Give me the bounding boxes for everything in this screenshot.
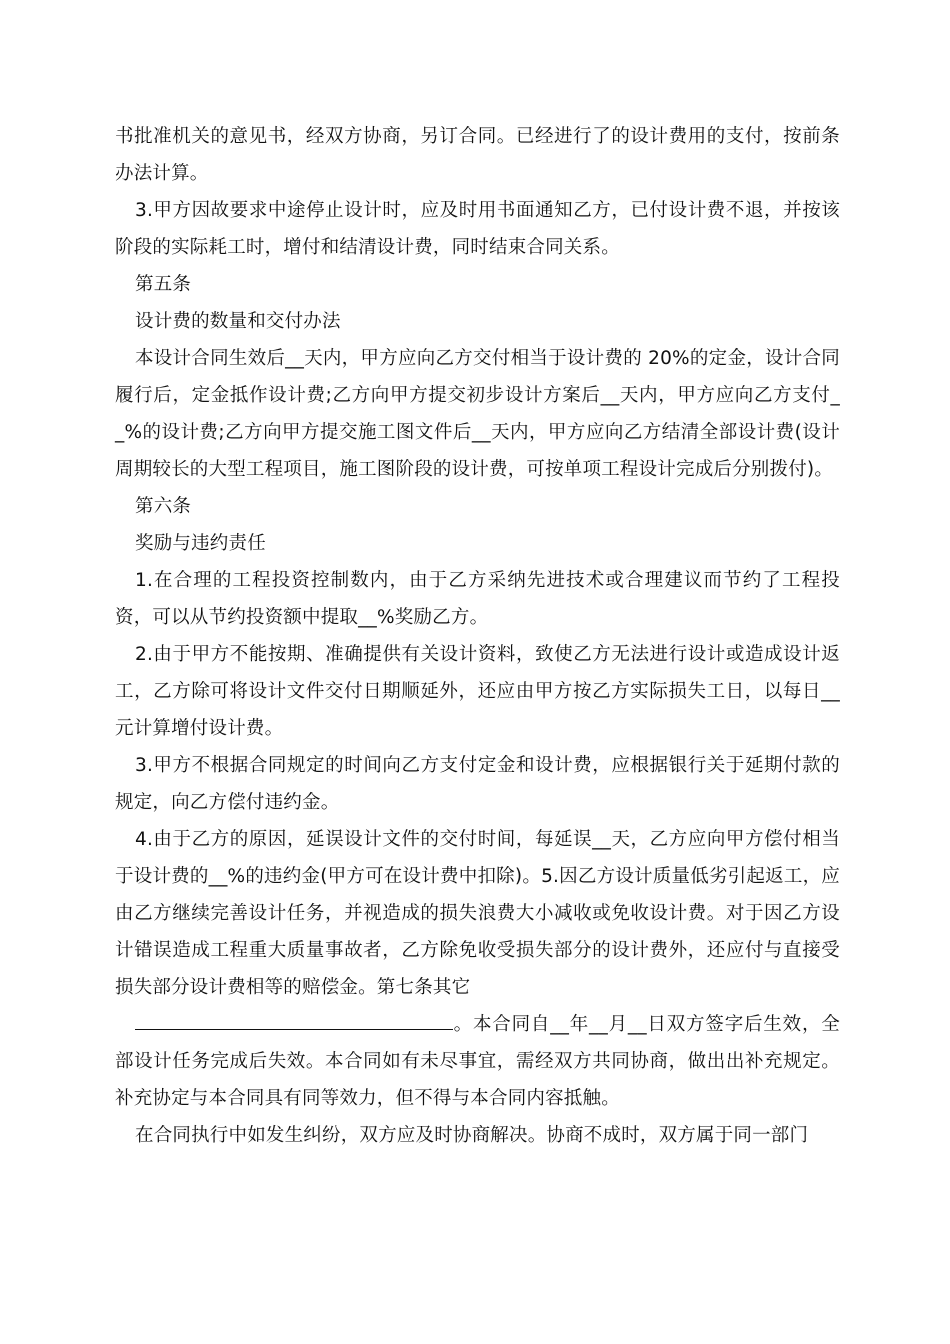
paragraph-11: 4.由于乙方的原因，延误设计文件的交付时间，每延误__天，乙方应向甲方偿付相当于设计费的__%的违约金(甲方可在设计费中扣除)。5.因乙方设计质量低劣引起返工，应由乙方继续完善设计任务，并视造成的损失浪费大小减收或免收设计费。对于因乙方设计错误造成工程重大质量事故者，乙方除免收受损失部分的设计费外，还应付与直接受损失部分设计费相等的赔偿金。第七条其它	[115, 829, 840, 998]
paragraph-8: 1.在合理的工程投资控制数内，由于乙方采纳先进技术或合理建议而节约了工程投资，可以从节约投资额中提取__%奖励乙方。	[115, 570, 840, 628]
paragraph-10: 3.甲方不根据合同规定的时间向乙方支付定金和设计费，应根据银行关于延期付款的规定，向乙方偿付违约金。	[115, 755, 840, 813]
paragraph-13: 在合同执行中如发生纠纷，双方应及时协商解决。协商不成时，双方属于同一部门	[135, 1125, 809, 1146]
section-title-6: 奖励与违约责任	[135, 533, 266, 554]
section-title-5: 设计费的数量和交付办法	[135, 311, 341, 332]
paragraph-9: 2.由于甲方不能按期、准确提供有关设计资料，致使乙方无法进行设计或造成设计返工，乙方除可将设计文件交付日期顺延外，还应由甲方按乙方实际损失工日，以每日__元计算增付设计费。	[115, 644, 840, 739]
fill-in-blank-line	[135, 1013, 453, 1030]
paragraph-12	[115, 1006, 840, 1117]
paragraph-2: 3.甲方因故要求中途停止设计时，应及时用书面通知乙方，已付设计费不退，并按该阶段的实际耗工时，增付和结清设计费，同时结束合同关系。	[115, 200, 840, 258]
section-heading-5: 第五条	[135, 274, 192, 295]
paragraph-5: 本设计合同生效后__天内，甲方应向乙方交付相当于设计费的 20%的定金，设计合同履行后，定金抵作设计费;乙方向甲方提交初步设计方案后__天内，甲方应向乙方支付__%的设计费;乙方向甲方提交施工图文件后__天内，甲方应向乙方结清全部设计费(设计周期较长的大型工程项目，施工图阶段的设计费，可按单项工程设计完成后分别拨付)。	[115, 348, 840, 480]
paragraph-12-text: 。本合同自__年__月__日双方签字后生效，全部设计任务完成后失效。本合同如有未尽事宜，需经双方共同协商，做出出补充规定。补充协定与本合同具有同等效力，但不得与本合同内容抵触。	[115, 1014, 840, 1109]
paragraph-1: 书批准机关的意见书，经双方协商，另订合同。已经进行了的设计费用的支付，按前条办法计算。	[115, 126, 840, 184]
section-heading-6: 第六条	[135, 496, 192, 517]
document-body	[115, 118, 840, 1154]
